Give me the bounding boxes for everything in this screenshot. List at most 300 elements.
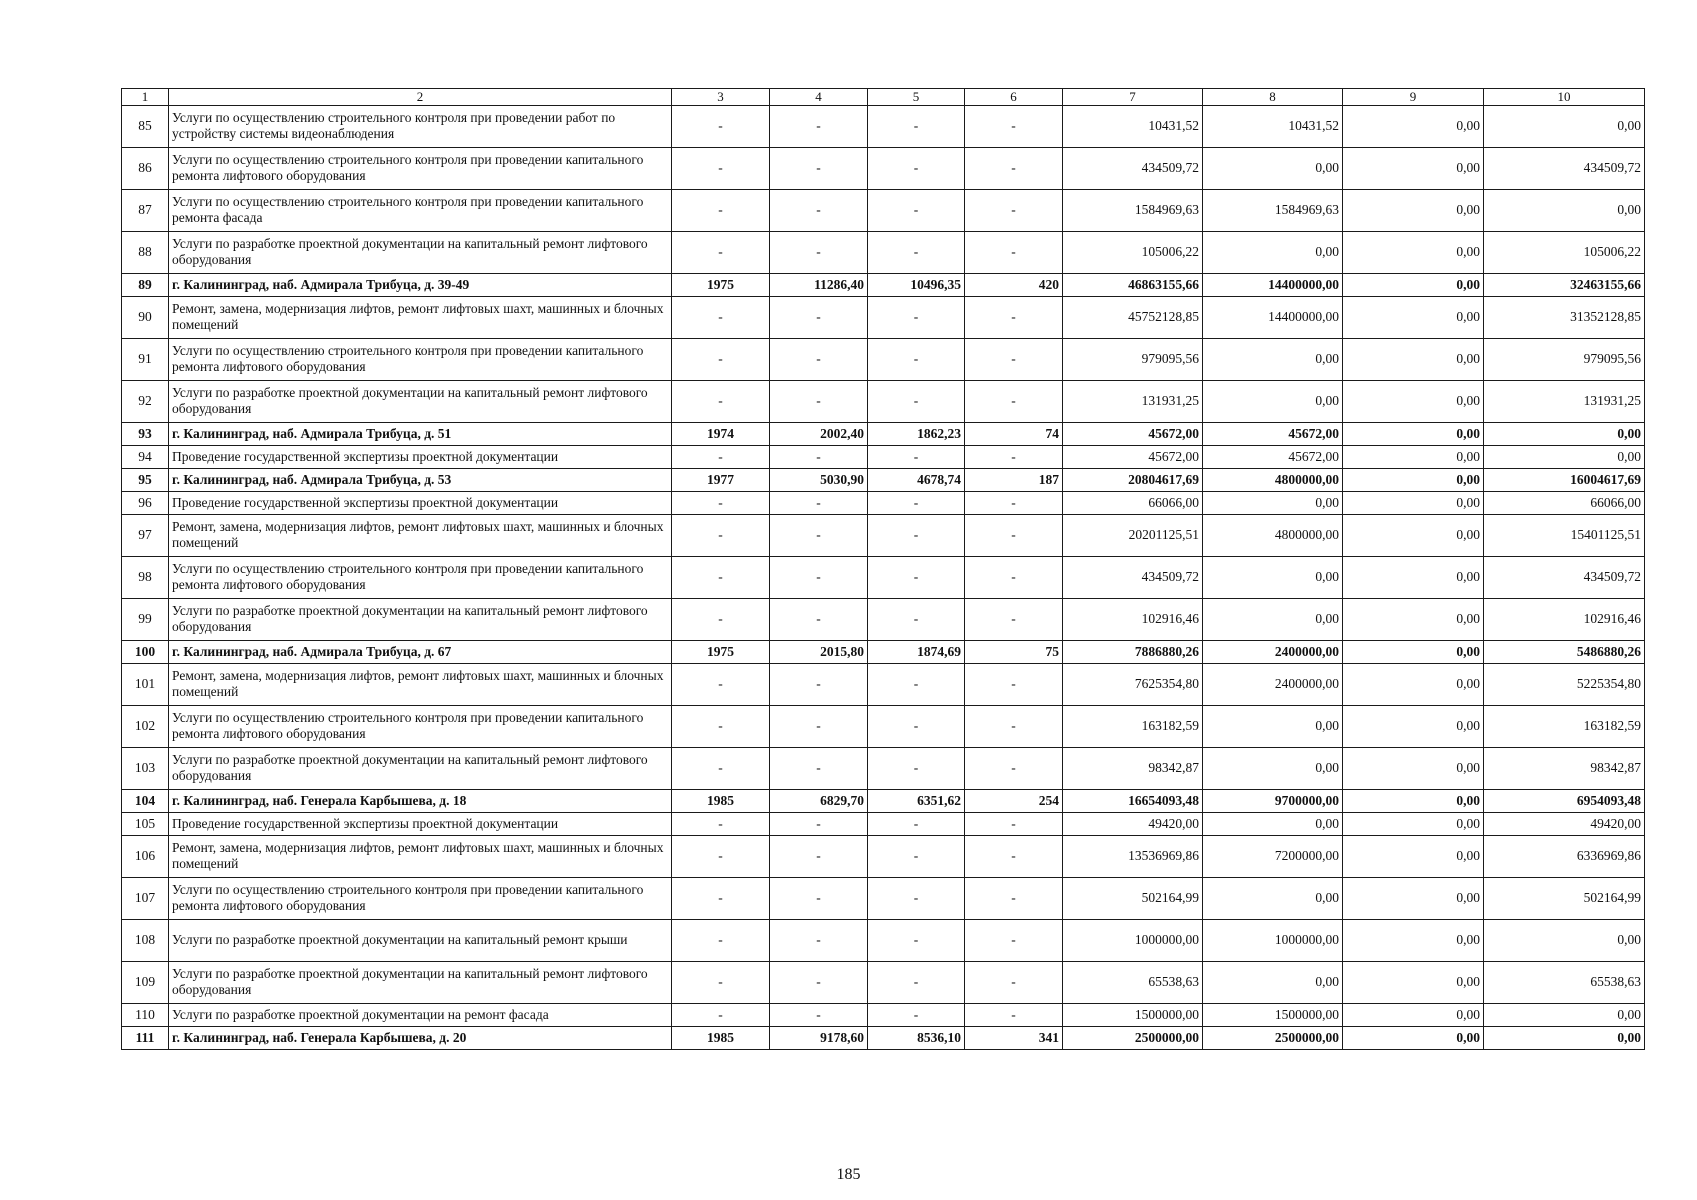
owners-cost-cell: 16004617,69 [1484,468,1645,491]
fund-cost-cell: 9700000,00 [1203,789,1343,812]
area-total-cell: - [770,147,868,189]
fund-cost-cell: 0,00 [1203,556,1343,598]
total-cost-cell: 105006,22 [1063,231,1203,273]
area-living-cell: - [868,338,965,380]
area-living-cell: - [868,296,965,338]
budget-cost-cell: 0,00 [1343,919,1484,961]
budget-cost-cell: 0,00 [1343,105,1484,147]
residents-cell: - [965,747,1063,789]
year-cell: - [672,556,770,598]
total-cost-cell: 434509,72 [1063,556,1203,598]
work-description-cell: Услуги по осуществлению строительного контроля при проведении капитального ремонта лифтового оборудования [169,705,672,747]
budget-cost-cell: 0,00 [1343,296,1484,338]
column-header: 5 [868,89,965,106]
budget-cost-cell: 0,00 [1343,663,1484,705]
year-cell: - [672,835,770,877]
budget-cost-cell: 0,00 [1343,705,1484,747]
work-item-row [122,189,1645,231]
total-cost-cell: 98342,87 [1063,747,1203,789]
area-living-cell: 6351,62 [868,789,965,812]
fund-cost-cell: 0,00 [1203,747,1343,789]
work-description-cell: Проведение государственной экспертизы проектной документации [169,445,672,468]
total-cost-cell: 45752128,85 [1063,296,1203,338]
area-living-cell: - [868,445,965,468]
owners-cost-cell: 0,00 [1484,1003,1645,1026]
row-number-cell: 90 [122,296,169,338]
owners-cost-cell: 131931,25 [1484,380,1645,422]
work-item-row [122,747,1645,789]
row-number-cell: 88 [122,231,169,273]
work-description-cell: Услуги по осуществлению строительного контроля при проведении капитального ремонта лифтового оборудования [169,338,672,380]
row-number-cell: 110 [122,1003,169,1026]
area-living-cell: - [868,835,965,877]
page-number: 185 [836,1166,861,1183]
year-cell: 1974 [672,422,770,445]
area-total-cell: - [770,556,868,598]
residents-cell: 254 [965,789,1063,812]
column-header: 1 [122,89,169,106]
owners-cost-cell: 102916,46 [1484,598,1645,640]
work-item-row [122,231,1645,273]
residents-cell: - [965,663,1063,705]
area-living-cell: - [868,491,965,514]
area-total-cell: 2015,80 [770,640,868,663]
row-number-cell: 111 [122,1026,169,1049]
fund-cost-cell: 2400000,00 [1203,640,1343,663]
work-description-cell: г. Калининград, наб. Генерала Карбышева, д. 18 [169,789,672,812]
fund-cost-cell: 4800000,00 [1203,468,1343,491]
row-number-cell: 103 [122,747,169,789]
row-number-cell: 91 [122,338,169,380]
work-item-row [122,961,1645,1003]
area-living-cell: - [868,147,965,189]
total-cost-cell: 20201125,51 [1063,514,1203,556]
area-total-cell: - [770,445,868,468]
work-description-cell: г. Калининград, наб. Генерала Карбышева, д. 20 [169,1026,672,1049]
residents-cell: - [965,835,1063,877]
budget-cost-cell: 0,00 [1343,231,1484,273]
residents-cell: - [965,556,1063,598]
budget-cost-cell: 0,00 [1343,877,1484,919]
fund-cost-cell: 45672,00 [1203,445,1343,468]
fund-cost-cell: 4800000,00 [1203,514,1343,556]
fund-cost-cell: 1500000,00 [1203,1003,1343,1026]
work-item-row [122,514,1645,556]
area-living-cell: - [868,231,965,273]
row-number-cell: 87 [122,189,169,231]
year-cell: - [672,231,770,273]
row-number-cell: 85 [122,105,169,147]
area-total-cell: 11286,40 [770,273,868,296]
area-total-cell: - [770,296,868,338]
area-living-cell: - [868,380,965,422]
residents-cell: - [965,231,1063,273]
fund-cost-cell: 2500000,00 [1203,1026,1343,1049]
budget-cost-cell: 0,00 [1343,468,1484,491]
work-item-row [122,556,1645,598]
work-description-cell: Ремонт, замена, модернизация лифтов, ремонт лифтовых шахт, машинных и блочных помещений [169,835,672,877]
owners-cost-cell: 32463155,66 [1484,273,1645,296]
column-header: 6 [965,89,1063,106]
row-number-cell: 100 [122,640,169,663]
area-living-cell: - [868,812,965,835]
row-number-cell: 99 [122,598,169,640]
area-total-cell: - [770,747,868,789]
owners-cost-cell: 49420,00 [1484,812,1645,835]
fund-cost-cell: 14400000,00 [1203,273,1343,296]
work-item-row [122,380,1645,422]
row-number-cell: 89 [122,273,169,296]
residents-cell: - [965,147,1063,189]
owners-cost-cell: 6336969,86 [1484,835,1645,877]
work-description-cell: Услуги по осуществлению строительного контроля при проведении капитального ремонта лифтового оборудования [169,877,672,919]
residents-cell: - [965,491,1063,514]
work-item-row [122,296,1645,338]
residents-cell: - [965,514,1063,556]
work-description-cell: Услуги по разработке проектной документации на капитальный ремонт лифтового оборудования [169,598,672,640]
work-item-row [122,598,1645,640]
owners-cost-cell: 0,00 [1484,105,1645,147]
fund-cost-cell: 0,00 [1203,231,1343,273]
residents-cell: - [965,189,1063,231]
area-living-cell: - [868,514,965,556]
fund-cost-cell: 1000000,00 [1203,919,1343,961]
budget-cost-cell: 0,00 [1343,747,1484,789]
row-number-cell: 95 [122,468,169,491]
total-cost-cell: 7625354,80 [1063,663,1203,705]
area-total-cell: 2002,40 [770,422,868,445]
area-total-cell: - [770,491,868,514]
owners-cost-cell: 0,00 [1484,189,1645,231]
residents-cell: - [965,105,1063,147]
owners-cost-cell: 0,00 [1484,445,1645,468]
budget-cost-cell: 0,00 [1343,1003,1484,1026]
work-description-cell: Проведение государственной экспертизы проектной документации [169,491,672,514]
column-header: 3 [672,89,770,106]
area-living-cell: - [868,663,965,705]
row-number-cell: 107 [122,877,169,919]
work-description-cell: Услуги по разработке проектной документации на капитальный ремонт лифтового оборудования [169,231,672,273]
total-cost-cell: 46863155,66 [1063,273,1203,296]
year-cell: 1975 [672,273,770,296]
owners-cost-cell: 105006,22 [1484,231,1645,273]
work-description-cell: Ремонт, замена, модернизация лифтов, ремонт лифтовых шахт, машинных и блочных помещений [169,663,672,705]
budget-cost-cell: 0,00 [1343,514,1484,556]
owners-cost-cell: 5225354,80 [1484,663,1645,705]
total-cost-cell: 45672,00 [1063,422,1203,445]
owners-cost-cell: 434509,72 [1484,556,1645,598]
total-cost-cell: 2500000,00 [1063,1026,1203,1049]
budget-cost-cell: 0,00 [1343,189,1484,231]
work-description-cell: г. Калининград, наб. Адмирала Трибуца, д. 53 [169,468,672,491]
owners-cost-cell: 0,00 [1484,919,1645,961]
owners-cost-cell: 6954093,48 [1484,789,1645,812]
row-number-cell: 101 [122,663,169,705]
work-item-row [122,338,1645,380]
owners-cost-cell: 31352128,85 [1484,296,1645,338]
area-living-cell: 4678,74 [868,468,965,491]
row-number-cell: 104 [122,789,169,812]
work-item-row [122,491,1645,514]
row-number-cell: 105 [122,812,169,835]
column-header: 2 [169,89,672,106]
year-cell: - [672,598,770,640]
column-header: 8 [1203,89,1343,106]
year-cell: - [672,147,770,189]
budget-cost-cell: 0,00 [1343,445,1484,468]
owners-cost-cell: 434509,72 [1484,147,1645,189]
row-number-cell: 102 [122,705,169,747]
area-total-cell: - [770,961,868,1003]
area-living-cell: - [868,598,965,640]
area-living-cell: - [868,1003,965,1026]
row-number-cell: 92 [122,380,169,422]
owners-cost-cell: 0,00 [1484,422,1645,445]
area-living-cell: - [868,189,965,231]
fund-cost-cell: 7200000,00 [1203,835,1343,877]
fund-cost-cell: 0,00 [1203,491,1343,514]
row-number-cell: 109 [122,961,169,1003]
area-living-cell: - [868,961,965,1003]
work-item-row [122,445,1645,468]
fund-cost-cell: 0,00 [1203,147,1343,189]
budget-cost-cell: 0,00 [1343,789,1484,812]
work-description-cell: Услуги по осуществлению строительного контроля при проведении капитального ремонта лифтового оборудования [169,147,672,189]
address-row [122,468,1645,491]
area-living-cell: - [868,105,965,147]
column-number-header-row [122,89,1645,106]
area-living-cell: 1862,23 [868,422,965,445]
fund-cost-cell: 0,00 [1203,961,1343,1003]
owners-cost-cell: 979095,56 [1484,338,1645,380]
year-cell: - [672,747,770,789]
year-cell: 1975 [672,640,770,663]
owners-cost-cell: 163182,59 [1484,705,1645,747]
total-cost-cell: 49420,00 [1063,812,1203,835]
work-description-cell: Услуги по разработке проектной документации на капитальный ремонт лифтового оборудования [169,961,672,1003]
area-living-cell: - [868,705,965,747]
work-item-row [122,705,1645,747]
residents-cell: - [965,705,1063,747]
work-item-row [122,919,1645,961]
year-cell: - [672,105,770,147]
residents-cell: - [965,961,1063,1003]
work-description-cell: Услуги по разработке проектной документации на капитальный ремонт крыши [169,919,672,961]
area-total-cell: 5030,90 [770,468,868,491]
total-cost-cell: 65538,63 [1063,961,1203,1003]
year-cell: 1985 [672,789,770,812]
area-total-cell: - [770,877,868,919]
work-description-cell: Услуги по разработке проектной документации на капитальный ремонт лифтового оборудования [169,380,672,422]
work-item-row [122,835,1645,877]
fund-cost-cell: 1584969,63 [1203,189,1343,231]
total-cost-cell: 1584969,63 [1063,189,1203,231]
year-cell: - [672,1003,770,1026]
year-cell: - [672,877,770,919]
area-total-cell: - [770,663,868,705]
work-description-cell: г. Калининград, наб. Адмирала Трибуца, д. 39-49 [169,273,672,296]
fund-cost-cell: 0,00 [1203,705,1343,747]
row-number-cell: 94 [122,445,169,468]
residents-cell: - [965,812,1063,835]
work-description-cell: г. Калининград, наб. Адмирала Трибуца, д. 51 [169,422,672,445]
residents-cell: - [965,919,1063,961]
area-total-cell: - [770,338,868,380]
total-cost-cell: 434509,72 [1063,147,1203,189]
year-cell: - [672,296,770,338]
total-cost-cell: 102916,46 [1063,598,1203,640]
budget-cost-cell: 0,00 [1343,598,1484,640]
work-item-row [122,105,1645,147]
column-header: 10 [1484,89,1645,106]
column-header: 9 [1343,89,1484,106]
budget-cost-cell: 0,00 [1343,422,1484,445]
area-living-cell: 10496,35 [868,273,965,296]
year-cell: - [672,705,770,747]
area-total-cell: - [770,835,868,877]
row-number-cell: 98 [122,556,169,598]
total-cost-cell: 16654093,48 [1063,789,1203,812]
area-total-cell: - [770,514,868,556]
work-description-cell: Проведение государственной экспертизы проектной документации [169,812,672,835]
area-living-cell: - [868,556,965,598]
total-cost-cell: 13536969,86 [1063,835,1203,877]
area-total-cell: 9178,60 [770,1026,868,1049]
residents-cell: 75 [965,640,1063,663]
year-cell: - [672,961,770,1003]
area-total-cell: - [770,705,868,747]
work-description-cell: Услуги по осуществлению строительного контроля при проведении капитального ремонта фасада [169,189,672,231]
budget-cost-cell: 0,00 [1343,812,1484,835]
area-total-cell: - [770,105,868,147]
year-cell: - [672,663,770,705]
area-total-cell: 6829,70 [770,789,868,812]
work-description-cell: Услуги по осуществлению строительного контроля при проведении капитального ремонта лифтового оборудования [169,556,672,598]
budget-cost-cell: 0,00 [1343,273,1484,296]
fund-cost-cell: 10431,52 [1203,105,1343,147]
residents-cell: - [965,445,1063,468]
work-item-row [122,877,1645,919]
address-row [122,789,1645,812]
work-description-cell: Ремонт, замена, модернизация лифтов, ремонт лифтовых шахт, машинных и блочных помещений [169,514,672,556]
address-row [122,1026,1645,1049]
row-number-cell: 96 [122,491,169,514]
area-living-cell: 1874,69 [868,640,965,663]
residents-cell: - [965,1003,1063,1026]
work-description-cell: Услуги по разработке проектной документации на капитальный ремонт лифтового оборудования [169,747,672,789]
total-cost-cell: 45672,00 [1063,445,1203,468]
total-cost-cell: 1500000,00 [1063,1003,1203,1026]
area-total-cell: - [770,919,868,961]
residents-cell: 187 [965,468,1063,491]
budget-cost-cell: 0,00 [1343,1026,1484,1049]
fund-cost-cell: 0,00 [1203,812,1343,835]
budget-cost-cell: 0,00 [1343,380,1484,422]
owners-cost-cell: 98342,87 [1484,747,1645,789]
fund-cost-cell: 0,00 [1203,598,1343,640]
owners-cost-cell: 5486880,26 [1484,640,1645,663]
fund-cost-cell: 2400000,00 [1203,663,1343,705]
budget-cost-cell: 0,00 [1343,491,1484,514]
total-cost-cell: 502164,99 [1063,877,1203,919]
area-living-cell: - [868,747,965,789]
total-cost-cell: 163182,59 [1063,705,1203,747]
budget-cost-cell: 0,00 [1343,640,1484,663]
row-number-cell: 108 [122,919,169,961]
total-cost-cell: 1000000,00 [1063,919,1203,961]
residents-cell: 74 [965,422,1063,445]
year-cell: 1977 [672,468,770,491]
work-description-cell: Услуги по осуществлению строительного контроля при проведении работ по устройству системы видеонаблюдения [169,105,672,147]
area-living-cell: 8536,10 [868,1026,965,1049]
column-header: 4 [770,89,868,106]
area-total-cell: - [770,189,868,231]
budget-cost-cell: 0,00 [1343,961,1484,1003]
area-total-cell: - [770,812,868,835]
row-number-cell: 93 [122,422,169,445]
budget-cost-cell: 0,00 [1343,338,1484,380]
fund-cost-cell: 45672,00 [1203,422,1343,445]
total-cost-cell: 979095,56 [1063,338,1203,380]
capital-repair-table [121,88,1645,1050]
work-item-row [122,1003,1645,1026]
total-cost-cell: 20804617,69 [1063,468,1203,491]
work-item-row [122,812,1645,835]
owners-cost-cell: 0,00 [1484,1026,1645,1049]
fund-cost-cell: 14400000,00 [1203,296,1343,338]
work-item-row [122,663,1645,705]
total-cost-cell: 7886880,26 [1063,640,1203,663]
work-description-cell: г. Калининград, наб. Адмирала Трибуца, д. 67 [169,640,672,663]
work-description-cell: Ремонт, замена, модернизация лифтов, ремонт лифтовых шахт, машинных и блочных помещений [169,296,672,338]
residents-cell: - [965,380,1063,422]
year-cell: - [672,380,770,422]
year-cell: - [672,445,770,468]
year-cell: - [672,338,770,380]
address-row [122,422,1645,445]
residents-cell: - [965,296,1063,338]
total-cost-cell: 131931,25 [1063,380,1203,422]
residents-cell: - [965,877,1063,919]
year-cell: - [672,812,770,835]
work-item-row [122,147,1645,189]
budget-cost-cell: 0,00 [1343,556,1484,598]
owners-cost-cell: 15401125,51 [1484,514,1645,556]
column-header: 7 [1063,89,1203,106]
table-body [122,89,1645,1050]
owners-cost-cell: 65538,63 [1484,961,1645,1003]
residents-cell: 341 [965,1026,1063,1049]
fund-cost-cell: 0,00 [1203,877,1343,919]
fund-cost-cell: 0,00 [1203,338,1343,380]
residents-cell: - [965,598,1063,640]
residents-cell: 420 [965,273,1063,296]
year-cell: - [672,514,770,556]
budget-cost-cell: 0,00 [1343,835,1484,877]
row-number-cell: 86 [122,147,169,189]
year-cell: - [672,491,770,514]
work-description-cell: Услуги по разработке проектной документации на ремонт фасада [169,1003,672,1026]
address-row [122,273,1645,296]
row-number-cell: 106 [122,835,169,877]
year-cell: - [672,189,770,231]
residents-cell: - [965,338,1063,380]
row-number-cell: 97 [122,514,169,556]
year-cell: - [672,919,770,961]
area-total-cell: - [770,231,868,273]
owners-cost-cell: 66066,00 [1484,491,1645,514]
fund-cost-cell: 0,00 [1203,380,1343,422]
